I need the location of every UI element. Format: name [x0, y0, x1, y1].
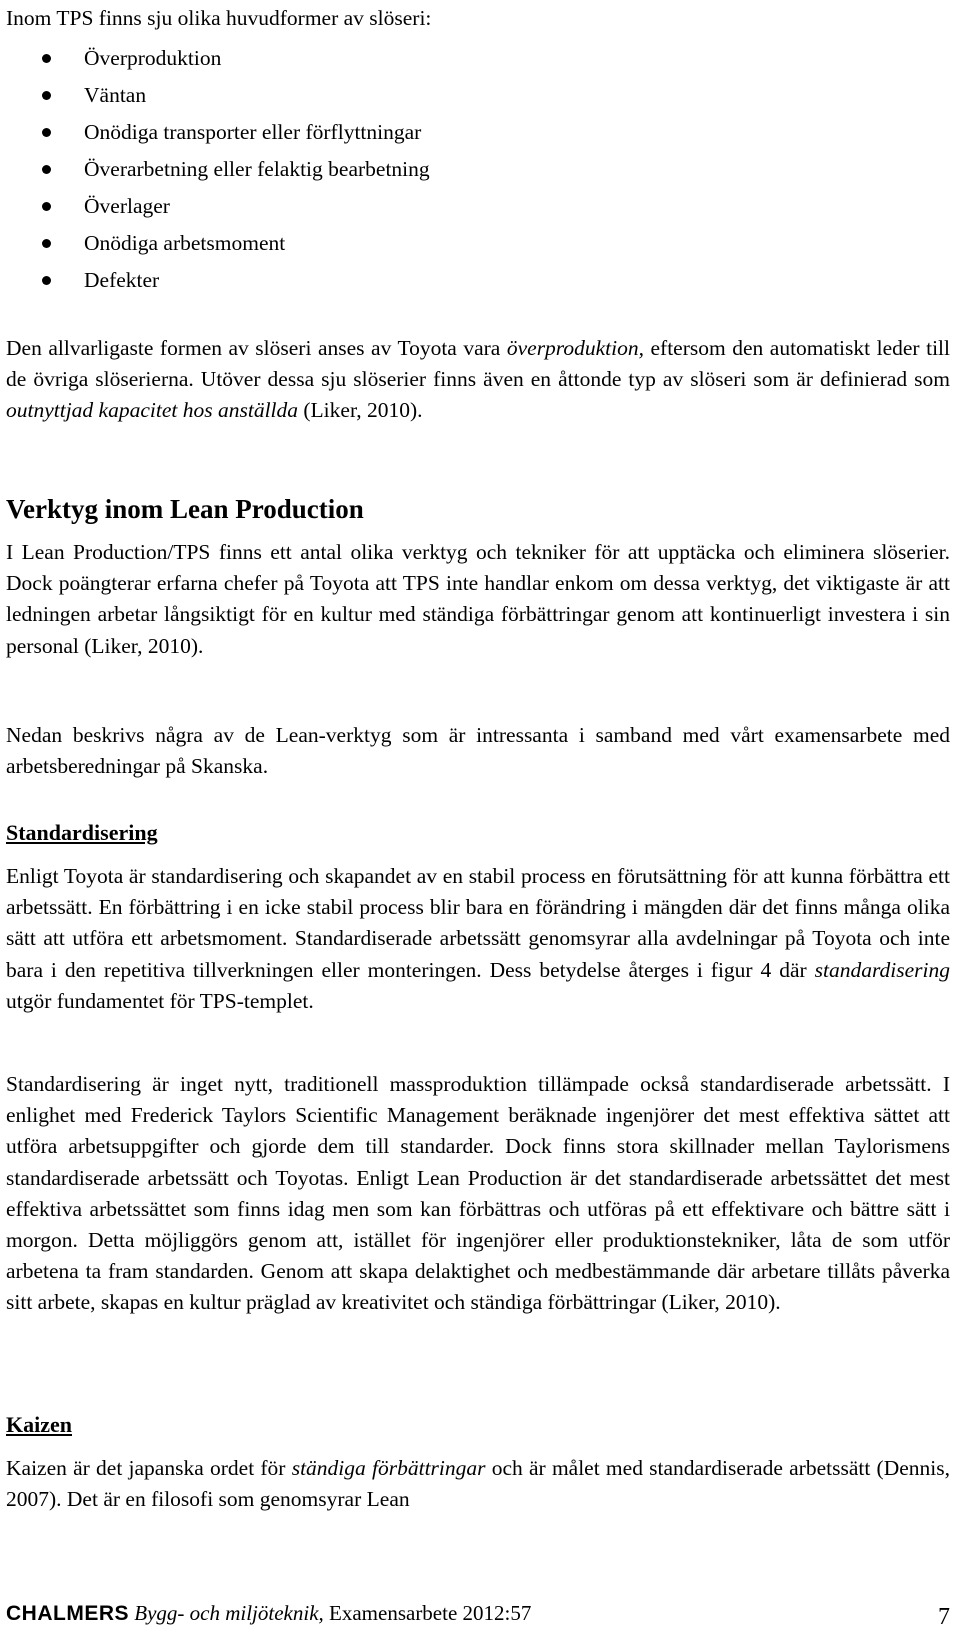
subheading-standardisering: Standardisering	[6, 820, 158, 845]
list-item: Onödiga transporter eller förflyttningar	[6, 114, 906, 151]
paragraph-standardisering-2: Standardisering är inget nytt, traditionell massproduktion tillämpade också standardiserade arbetssätt. I enlighet med Frederick Taylors Scientific Management beräknade ingenjörer det mest effektiva sättet att utföra arbetsuppgifter och gjorde dem till standarder. Dock finns stora skillnader mellan Taylorismens standardiserade arbetssätt och Toyotas. Enligt Lean Production är det standardiserade arbetssättet det mest effektiva arbetssättet som finns idag men som kan förbättras och utföras på ett effektivare och bättre sätt i morgon. Detta möjliggörs genom att, istället för ingenjörer eller produktionstekniker, låta de som utför arbetena ta fram standarden. Genom att skapa delaktighet och medbestämmande där arbetare tillåts påverka sitt arbete, skapas en kultur präglad av kreativitet och ständiga förbättringar (Liker, 2010).	[6, 1072, 950, 1315]
page-number: 7	[938, 1604, 950, 1630]
footer-thesis: Examensarbete 2012:57	[329, 1601, 532, 1625]
list-item: Överproduktion	[6, 40, 906, 77]
bullet-icon	[42, 91, 51, 100]
bullet-icon	[42, 128, 51, 137]
waste-forms-list	[6, 40, 906, 299]
list-item: Onödiga arbetsmoment	[6, 225, 906, 262]
list-item: Överarbetning eller felaktig bearbetning	[6, 151, 906, 188]
list-item: Överlager	[6, 188, 906, 225]
bullet-icon	[42, 239, 51, 248]
bullet-icon	[42, 54, 51, 63]
paragraph-lean-tools-intro: Nedan beskrivs några av de Lean-verktyg som är intressanta i samband med vårt examensarbete med arbetsberedningar på Skanska.	[6, 723, 950, 779]
page-footer	[6, 1596, 950, 1630]
intro-text: Inom TPS finns sju olika huvudformer av slöseri:	[6, 6, 432, 30]
paragraph-tools: I Lean Production/TPS finns ett antal olika verktyg och tekniker för att upptäcka och eliminera slöserier. Dock poängterar erfarna chefer på Toyota att TPS inte handlar enkom om dessa verktyg, det viktigaste är att ledningen arbetar långsiktigt för en kultur med ständiga förbättringar genom att kontinuerligt investera i sin personal (Liker, 2010).	[6, 540, 950, 658]
paragraph-kaizen: Kaizen är det japanska ordet för ständiga förbättringar och är målet med standardiserade arbetssätt (Dennis, 2007). Det är en filosofi som genomsyrar Lean	[6, 1456, 950, 1512]
footer-department: Bygg- och miljöteknik,	[134, 1601, 324, 1625]
bullet-icon	[42, 276, 51, 285]
bullet-icon	[42, 165, 51, 174]
bullet-icon	[42, 202, 51, 211]
subheading-kaizen: Kaizen	[6, 1412, 72, 1437]
list-item: Defekter	[6, 262, 906, 299]
paragraph-standardisering-1: Enligt Toyota är standardisering och skapandet av en stabil process en förutsättning för att kunna förbättra ett arbetssätt. En förbättring i en icke stabil process blir bara en förändring i mängden där det finns många olika sätt att utföra ett arbetsmoment. Standardiserade arbetssätt genomsyrar alla avdelningar på Toyota och inte bara i den repetitiva tillverkningen eller monteringen. Dess betydelse återges i figur 4 där standardisering utgör fundamentet för TPS-templet.	[6, 864, 950, 1013]
list-item: Väntan	[6, 77, 906, 114]
paragraph-overproduction: Den allvarligaste formen av slöseri anses av Toyota vara överproduktion, eftersom den automatiskt leder till de övriga slöserierna. Utöver dessa sju slöserier finns även en åttonde typ av slöseri som är definierad som outnyttjad kapacitet hos anställda (Liker, 2010).	[6, 336, 950, 423]
section-heading-tools: Verktyg inom Lean Production	[6, 494, 364, 524]
chalmers-logo-text: CHALMERS	[6, 1602, 129, 1625]
